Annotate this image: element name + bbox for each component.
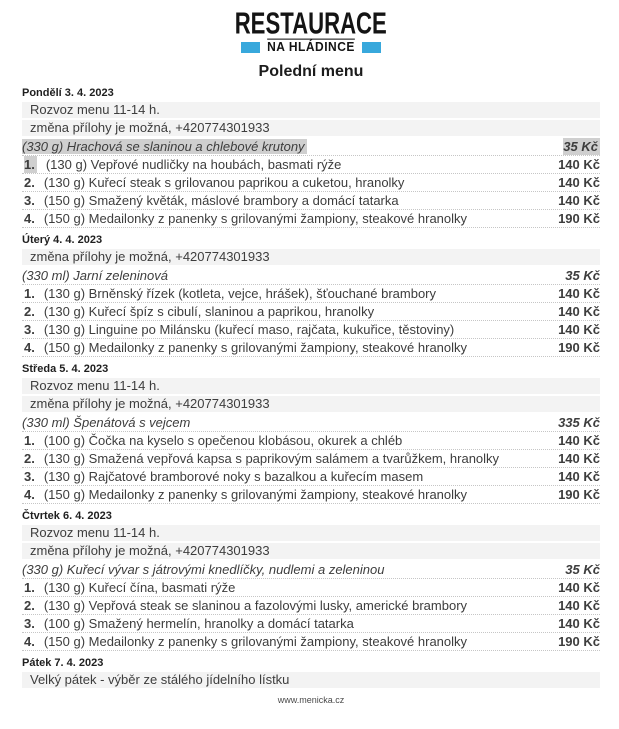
dish-price: 140 Kč <box>558 322 600 337</box>
dish-price: 140 Kč <box>558 433 600 448</box>
dish-text: (130 g) Kuřecí špíz s cibulí, slaninou a paprikou, hranolky <box>43 304 375 319</box>
dish-price <box>563 139 600 154</box>
menu-note: změna přílohy je možná, +420774301933 <box>22 396 600 412</box>
dish-number: 2. <box>24 175 35 190</box>
dish-text: (330 g) Kuřecí vývar s játrovými knedlíčky, nudlemi a zeleninou <box>22 562 385 577</box>
dish-text: (130 g) Vepřová steak se slaninou a fazolovými lusky, americké brambory <box>43 598 468 613</box>
day-date: Úterý 4. 4. 2023 <box>22 234 103 246</box>
dish-number: 3. <box>24 193 35 208</box>
dish-price: 35 Kč <box>565 268 600 283</box>
menu-row <box>22 561 600 579</box>
dish-number: 1. <box>24 286 35 301</box>
dish-price: 190 Kč <box>558 340 600 355</box>
dish-number: 2. <box>24 598 35 613</box>
dish-text: (130 g) Brněnský řízek (kotleta, vejce, hrášek), šťouchané brambory <box>43 286 437 301</box>
menu-row <box>22 633 600 651</box>
menu-row <box>22 285 600 303</box>
dish-price: 35 Kč <box>565 562 600 577</box>
menu-note: změna přílohy je možná, +420774301933 <box>22 120 600 136</box>
menu-note: Rozvoz menu 11-14 h. <box>22 102 600 118</box>
selected-text: 35 Kč <box>563 139 598 154</box>
dish-price: 140 Kč <box>558 616 600 631</box>
day-date: Středa 5. 4. 2023 <box>22 363 109 375</box>
menu-note: změna přílohy je možná, +420774301933 <box>22 543 600 559</box>
dish-text: (130 g) Kuřecí čína, basmati rýže <box>43 580 236 595</box>
menu-row <box>22 615 600 633</box>
dish-number: 3. <box>24 469 35 484</box>
menu-row <box>22 339 600 357</box>
menu-row <box>22 210 600 228</box>
menu-note: Rozvoz menu 11-14 h. <box>22 525 600 541</box>
dish-price: 190 Kč <box>558 211 600 226</box>
dish-number: 1. <box>24 580 35 595</box>
menu-row <box>22 432 600 450</box>
menu-row <box>22 597 600 615</box>
menu-row <box>22 414 600 432</box>
logo-square-icon <box>362 42 381 53</box>
logo-square-icon <box>241 42 260 53</box>
dish-price: 140 Kč <box>558 157 600 172</box>
menu-row <box>22 486 600 504</box>
dish-number: 4. <box>24 211 35 226</box>
day-section <box>22 658 600 688</box>
logo-subtitle-row <box>22 40 600 54</box>
menu-row <box>22 267 600 285</box>
day-block <box>22 525 600 651</box>
dish-number: 4. <box>24 340 35 355</box>
dish-price: 140 Kč <box>558 286 600 301</box>
menu-row <box>22 321 600 339</box>
dish-text: (130 g) Kuřecí steak s grilovanou paprikou a cuketou, hranolky <box>43 175 405 190</box>
menu-days <box>22 88 600 688</box>
dish-text: (150 g) Medailonky z panenky s grilovanými žampiony, steakové hranolky <box>43 340 468 355</box>
dish-text: (130 g) Linguine po Milánsku (kuřecí maso, rajčata, kukuřice, těstoviny) <box>43 322 455 337</box>
day-block <box>22 102 600 228</box>
dish-text: (330 ml) Špenátová s vejcem <box>22 415 191 430</box>
dish-text: (130 g) Vepřové nudličky na houbách, basmati rýže <box>45 157 342 172</box>
dish-price: 140 Kč <box>558 175 600 190</box>
day-section <box>22 88 600 228</box>
selected-text: (330 g) Hrachová se slaninou a chlebové krutony <box>22 139 305 154</box>
menu-note: změna přílohy je možná, +420774301933 <box>22 249 600 265</box>
dish-text: (100 g) Smažený hermelín, hranolky a domácí tatarka <box>43 616 354 631</box>
dish-text: (150 g) Medailonky z panenky s grilovanými žampiony, steakové hranolky <box>43 211 468 226</box>
menu-row <box>22 303 600 321</box>
day-section <box>22 235 600 357</box>
dish-text: (100 g) Čočka na kyselo s opečenou klobásou, okurek a chléb <box>43 433 403 448</box>
dish-price: 140 Kč <box>558 193 600 208</box>
dish-price: 140 Kč <box>558 469 600 484</box>
restaurant-logo <box>22 6 600 55</box>
menu-row <box>22 192 600 210</box>
dish-price: 190 Kč <box>558 487 600 502</box>
dish-price: 140 Kč <box>558 304 600 319</box>
dish-price: 190 Kč <box>558 634 600 649</box>
dish-number: 2. <box>24 304 35 319</box>
dish-text: (330 ml) Jarní zeleninová <box>22 268 168 283</box>
page-title: Polední menu <box>258 63 364 80</box>
dish-text: (150 g) Medailonky z panenky s grilovanými žampiony, steakové hranolky <box>43 634 468 649</box>
logo-subtitle: NA HLÁDINCE <box>267 39 355 55</box>
footer-website: www.menicka.cz <box>277 695 345 705</box>
menu-note: Velký pátek - výběr ze stálého jídelního lístku <box>22 672 600 688</box>
day-date: Pátek 7. 4. 2023 <box>22 657 104 669</box>
dish-text: (150 g) Medailonky z panenky s grilovanými žampiony, steakové hranolky <box>43 487 468 502</box>
day-block <box>22 249 600 357</box>
menu-row <box>22 156 600 174</box>
logo-title: RESTAURACE <box>234 6 388 41</box>
menu-row <box>22 450 600 468</box>
dish-price: 140 Kč <box>558 580 600 595</box>
day-block <box>22 378 600 504</box>
dish-number: 2. <box>24 451 35 466</box>
day-section <box>22 511 600 651</box>
day-date: Čtvrtek 6. 4. 2023 <box>22 510 112 522</box>
dish-price: 335 Kč <box>558 415 600 430</box>
dish-number: 3. <box>24 616 35 631</box>
dish-price: 140 Kč <box>558 598 600 613</box>
dish-number: 1. <box>24 433 35 448</box>
dish-text: (130 g) Rajčatové bramborové noky s bazalkou a kuřecím masem <box>43 469 424 484</box>
dish-number: 1. <box>24 157 35 172</box>
menu-row <box>22 174 600 192</box>
dish-price: 140 Kč <box>558 451 600 466</box>
day-section <box>22 364 600 504</box>
dish-text: (150 g) Smažený květák, máslové brambory a domácí tatarka <box>43 193 399 208</box>
dish-number: 3. <box>24 322 35 337</box>
menu-row <box>22 138 600 156</box>
dish-text: (130 g) Smažená vepřová kapsa s paprikovým salámem a tvarůžkem, hranolky <box>43 451 500 466</box>
dish-text <box>22 139 555 154</box>
day-block <box>22 672 600 688</box>
menu-row <box>22 468 600 486</box>
dish-number: 4. <box>24 487 35 502</box>
menu-note: Rozvoz menu 11-14 h. <box>22 378 600 394</box>
dish-number: 4. <box>24 634 35 649</box>
day-date: Pondělí 3. 4. 2023 <box>22 87 114 99</box>
menu-row <box>22 579 600 597</box>
